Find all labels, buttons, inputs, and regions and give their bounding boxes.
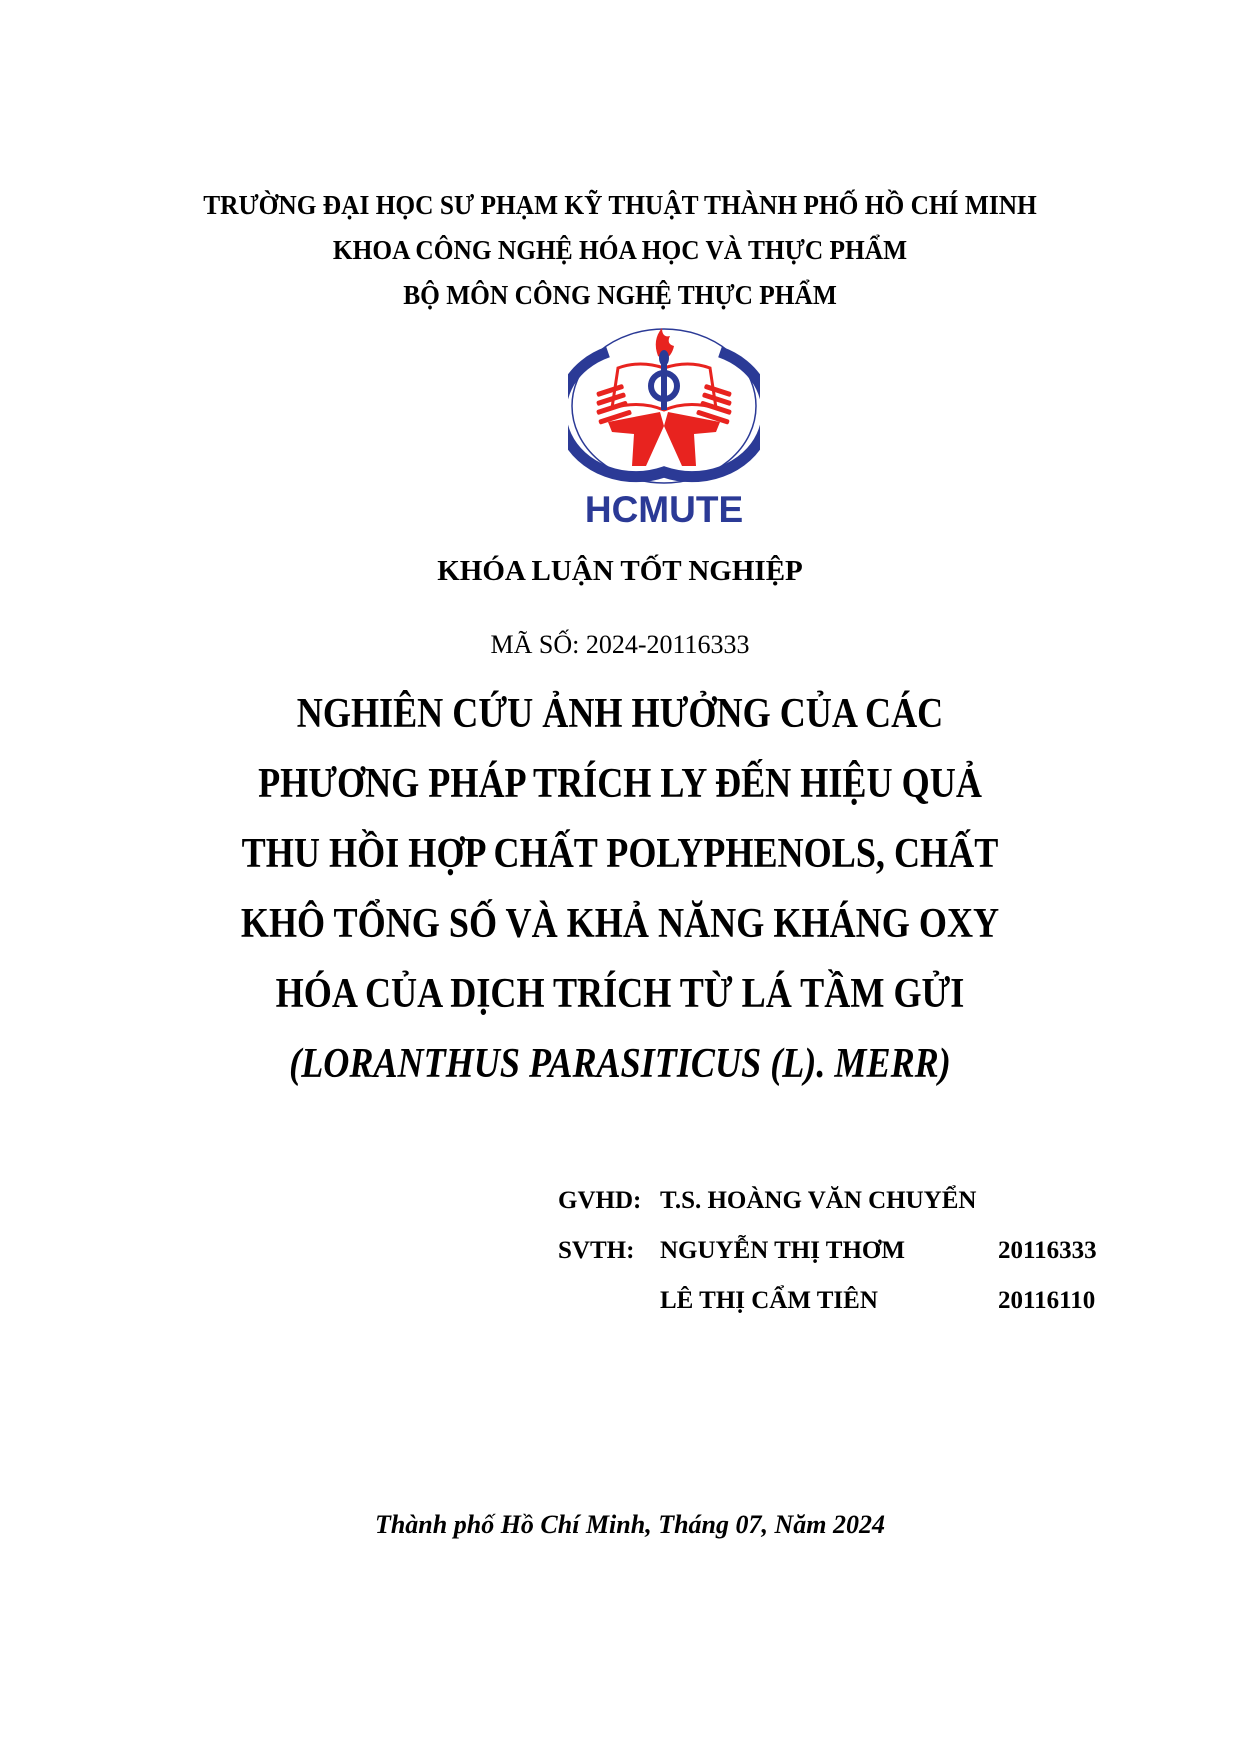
thesis-code: MÃ SỐ: 2024-20116333 xyxy=(490,630,750,659)
student-name: NGUYỄN THỊ THƠM xyxy=(660,1237,905,1264)
student-name: LÊ THỊ CẨM TIÊN xyxy=(660,1287,878,1314)
thesis-title-scientific-name: (LORANTHUS PARASITICUS (L). MERR) xyxy=(289,1041,951,1087)
date-line: Thành phố Hồ Chí Minh, Tháng 07, Năm 2024 xyxy=(374,1510,886,1539)
hcmute-logo-text: HCMUTE xyxy=(584,489,744,526)
supervisor-label: GVHD: xyxy=(558,1187,642,1214)
document-type: KHÓA LUẬN TỐT NGHIỆP xyxy=(437,555,803,587)
thesis-title-line-1: NGHIÊN CỨU ẢNH HƯỞNG CỦA CÁC xyxy=(296,691,944,737)
supervisor-name: T.S. HOÀNG VĂN CHUYỂN xyxy=(660,1187,977,1214)
hcmute-logo xyxy=(568,326,760,526)
thesis-title-line-3: THU HỒI HỢP CHẤT POLYPHENOLS, CHẤT xyxy=(241,831,999,877)
university-name: TRƯỜNG ĐẠI HỌC SƯ PHẠM KỸ THUẬT THÀNH PHỐ HỒ CHÍ MINH xyxy=(203,190,1037,220)
faculty-name: KHOA CÔNG NGHỆ HÓA HỌC VÀ THỰC PHẨM xyxy=(332,235,908,265)
department-name: BỘ MÔN CÔNG NGHỆ THỰC PHẨM xyxy=(403,280,837,310)
student-id: 20116333 xyxy=(998,1237,1097,1264)
thesis-title-line-5: HÓA CỦA DỊCH TRÍCH TỪ LÁ TẦM GỬI xyxy=(275,971,965,1017)
university-emblem-icon xyxy=(568,326,760,526)
student-id: 20116110 xyxy=(998,1287,1096,1314)
thesis-title-line-4: KHÔ TỔNG SỐ VÀ KHẢ NĂNG KHÁNG OXY xyxy=(240,901,1000,947)
students-label: SVTH: xyxy=(558,1237,635,1264)
thesis-title-line-2: PHƯƠNG PHÁP TRÍCH LY ĐẾN HIỆU QUẢ xyxy=(258,761,982,807)
